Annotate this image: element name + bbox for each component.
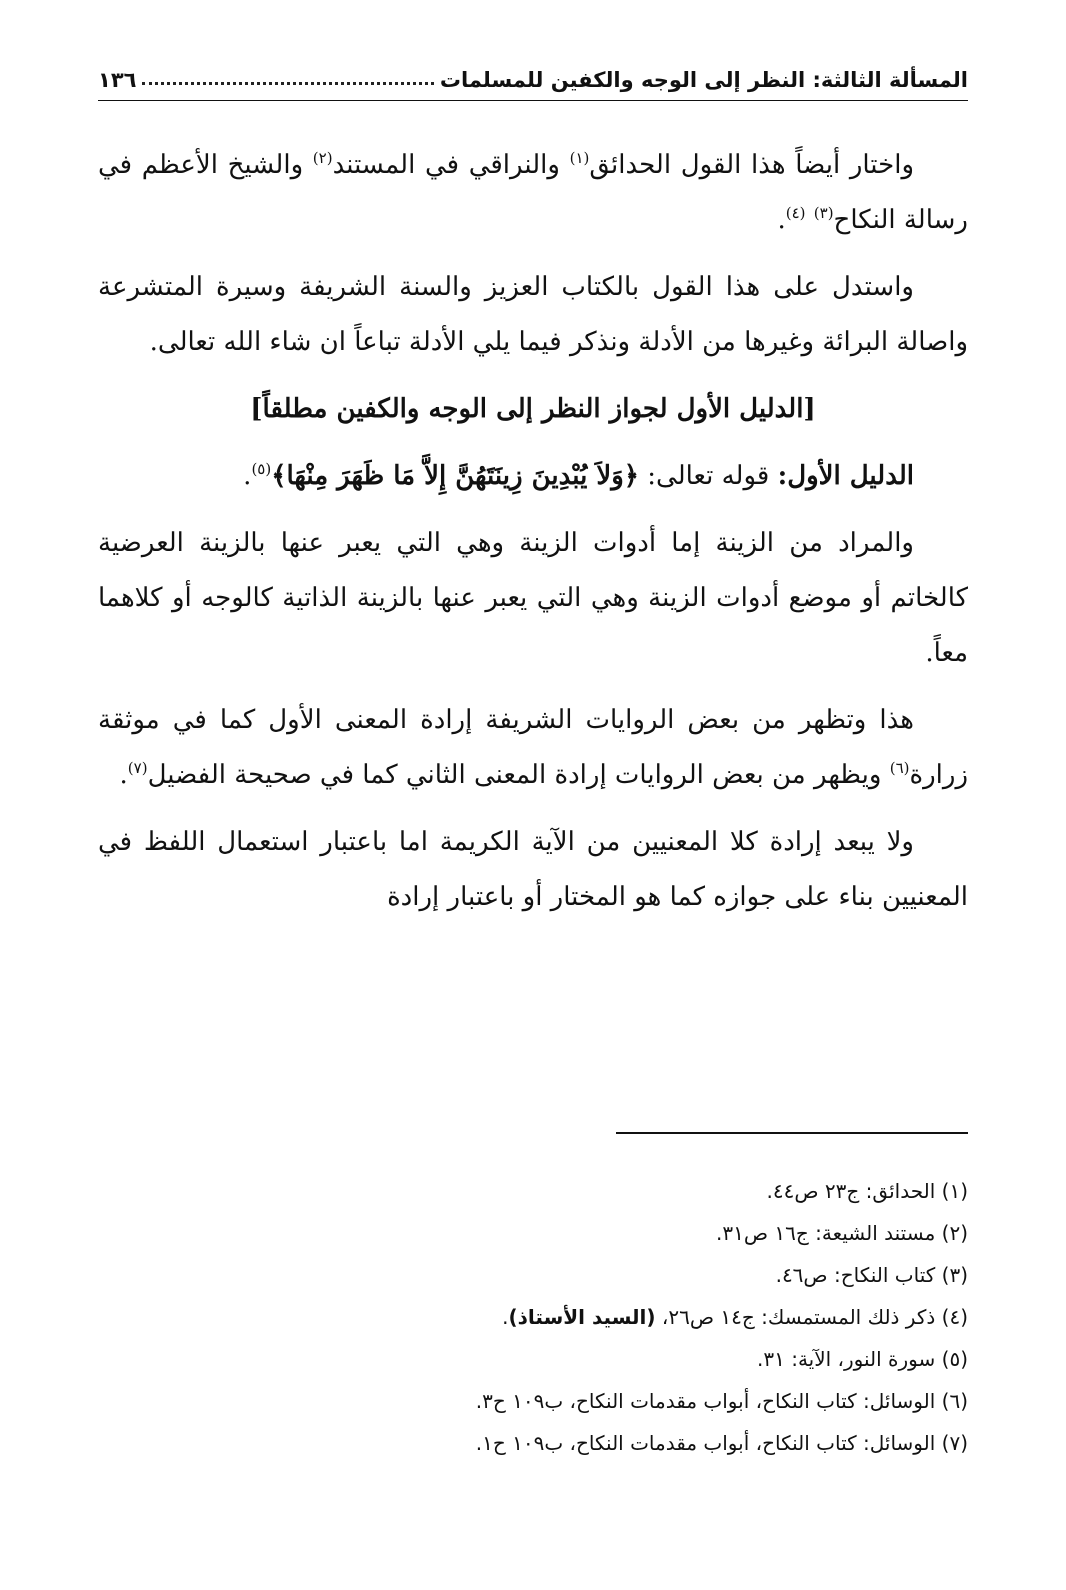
header-dot-leader <box>142 82 433 85</box>
p3-text-1: قوله تعالى: <box>639 461 778 491</box>
footnote-ref-1: (١) <box>569 149 590 167</box>
header-rule <box>98 100 968 101</box>
p3-lead: الدليل الأول: <box>777 461 914 491</box>
footnote-6: (٦) الوسائل: كتاب النكاح، أبواب مقدمات النكاح، ب١٠٩ ح٣. <box>475 1389 968 1413</box>
footnote-ref-6: (٦) <box>889 759 910 777</box>
p1-text-2: والنراقي في المستند <box>332 150 570 180</box>
footnote-ref-3: (٣) <box>813 204 834 222</box>
p5-text-2: ويظهر من بعض الروايات إرادة المعنى الثاني كما في صحيحة الفضيل <box>147 760 890 790</box>
footnote-7: (٧) الوسائل: كتاب النكاح، أبواب مقدمات النكاح، ب١٠٩ ح١. <box>475 1431 968 1455</box>
book-page <box>98 0 968 1590</box>
running-header <box>98 52 968 92</box>
footnote-ref-4: (٤) <box>785 204 806 222</box>
footnote-4 <box>98 1296 968 1338</box>
page-number: ١٣٦ <box>98 68 137 92</box>
footnote-ref-5: (٥) <box>251 460 272 478</box>
footnote-1: (١) الحدائق: ج٢٣ ص٤٤. <box>766 1179 968 1203</box>
footnote-4-end: . <box>502 1305 509 1329</box>
footnote-3: (٣) كتاب النكاح: ص٤٦. <box>775 1263 968 1287</box>
section-heading: [الدليل الأول لجواز النظر إلى الوجه والكفين مطلقاً] <box>250 394 816 424</box>
running-header-title: المسألة الثالثة: النظر إلى الوجه والكفين للمسلمات <box>439 68 968 92</box>
footnote-4-bold: (السيد الأستاذ) <box>508 1305 656 1329</box>
footnote-ref-2: (٢) <box>312 149 333 167</box>
footnote-ref-7: (٧) <box>127 759 148 777</box>
footnote-2: (٢) مستند الشيعة: ج١٦ ص٣١. <box>716 1221 968 1245</box>
quran-verse: ﴿وَلاَ يُبْدِينَ زِينَتَهُنَّ إِلاَّ مَا ظَهَرَ مِنْهَا﴾ <box>271 461 640 491</box>
p5-text-3: . <box>119 760 128 790</box>
footnote-5: (٥) سورة النور، الآية: ٣١. <box>757 1347 968 1371</box>
body-text <box>98 138 968 937</box>
p1-text-4: . <box>777 205 786 235</box>
paragraph-1 <box>98 138 968 248</box>
p5-text-1: هذا وتظهر من بعض الروايات الشريفة إرادة المعنى الأول كما في موثقة زرارة <box>98 705 968 790</box>
paragraph-2: واستدل على هذا القول بالكتاب العزيز والسنة الشريفة وسيرة المتشرعة واصالة البرائة وغيرها من الأدلة ونذكر فيما يلي الأدلة تباعاً ان شاء الله تعالى. <box>98 272 968 357</box>
p1-text-1: واختار أيضاً هذا القول الحدائق <box>589 150 914 180</box>
paragraph-5 <box>98 693 968 803</box>
footnote-rule <box>616 1132 968 1134</box>
footnotes <box>98 1170 968 1464</box>
p3-text-2: . <box>243 461 252 491</box>
footnote-4-text: (٤) ذكر ذلك المستمسك: ج١٤ ص٢٦، <box>655 1305 968 1329</box>
paragraph-3 <box>98 449 968 504</box>
paragraph-6: ولا يبعد إرادة كلا المعنيين من الآية الكريمة اما باعتبار استعمال اللفظ في المعنيين بناء على جوازه كما هو المختار أو باعتبار إرادة <box>98 827 968 912</box>
p1-text-3: والشيخ الأعظم في رسالة النكاح <box>98 150 968 235</box>
paragraph-4: والمراد من الزينة إما أدوات الزينة وهي التي يعبر عنها بالزينة العرضية كالخاتم أو موضع أدوات الزينة وهي التي يعبر عنها بالزينة الذاتية كالوجه أو كلاهما معاً. <box>98 528 968 668</box>
